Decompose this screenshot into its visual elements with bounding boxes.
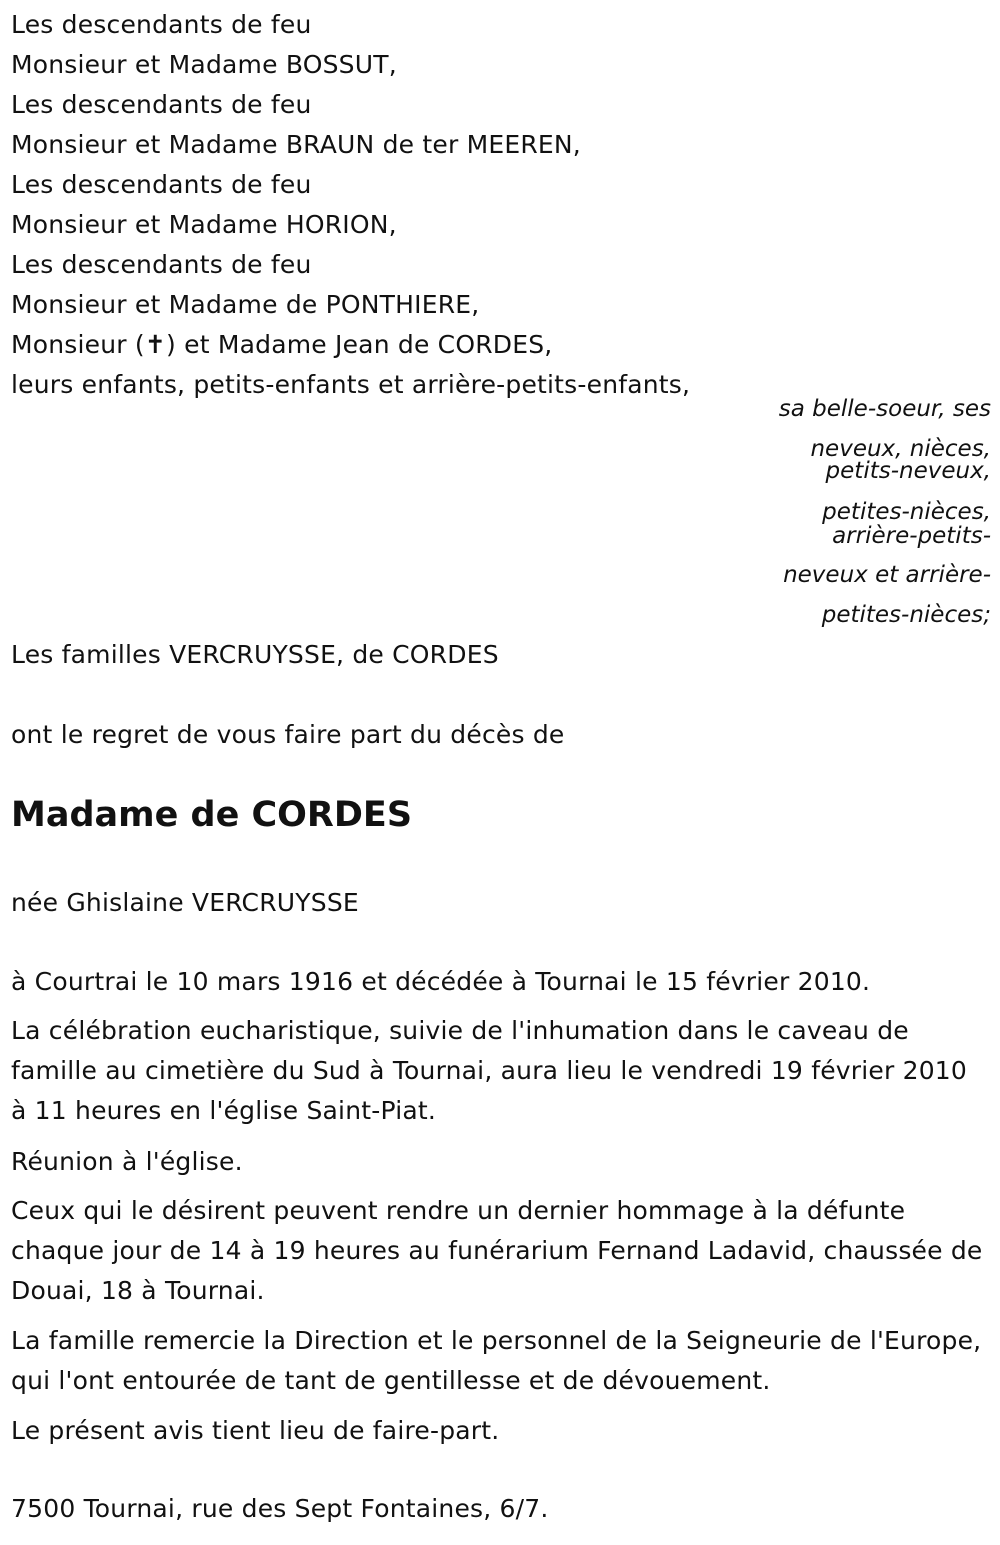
relatives-line: arrière-petits- <box>832 523 991 549</box>
family-line: Les descendants de feu <box>11 10 312 39</box>
meeting-paragraph: Réunion à l'église. <box>11 1147 243 1176</box>
family-line: Monsieur et Madame HORION, <box>11 210 397 239</box>
ceremony-paragraph: La célébration eucharistique, suivie de l'inhumation dans le caveau de famille au cimetière du Sud à Tournai, aura lieu le vendredi 19 février 2010 à 11 heures en l'église Saint-Piat. <box>11 1016 968 1125</box>
relatives-line: petites-nièces, <box>822 499 991 525</box>
thanks-paragraph: La famille remercie la Direction et le personnel de la Seigneurie de l'Europe, qui l'ont entourée de tant de gentillesse et de dévouement. <box>11 1326 982 1395</box>
relatives-line: petits-neveux, <box>825 458 991 484</box>
family-line: Monsieur (✝) et Madame Jean de CORDES, <box>11 330 553 359</box>
relatives-line: neveux et arrière- <box>783 562 991 588</box>
family-line: Monsieur et Madame BOSSUT, <box>11 50 397 79</box>
relatives-line: sa belle-soeur, ses <box>778 396 991 422</box>
deceased-name: Madame de CORDES <box>11 795 413 835</box>
maiden-name: née Ghislaine VERCRUYSSE <box>11 888 359 917</box>
family-line: leurs enfants, petits-enfants et arrière-petits-enfants, <box>11 370 691 399</box>
family-line: Les descendants de feu <box>11 250 312 279</box>
family-line: Les descendants de feu <box>11 90 312 119</box>
birth-death-line: à Courtrai le 10 mars 1916 et décédée à Tournai le 15 février 2010. <box>11 967 871 996</box>
regret-text: ont le regret de vous faire part du décès de <box>11 720 565 749</box>
family-line: Monsieur et Madame de PONTHIERE, <box>11 290 480 319</box>
homage-paragraph: Ceux qui le désirent peuvent rendre un dernier hommage à la défunte chaque jour de 14 à 19 heures au funérarium Fernand Ladavid, chaussée de Douai, 18 à Tournai. <box>11 1196 983 1305</box>
notice-paragraph: Le présent avis tient lieu de faire-part. <box>11 1416 500 1445</box>
families-other: Les familles VERCRUYSSE, de CORDES <box>11 640 499 669</box>
relatives-line: petites-nièces; <box>821 602 991 628</box>
family-line: Les descendants de feu <box>11 170 312 199</box>
family-line: Monsieur et Madame BRAUN de ter MEEREN, <box>11 130 581 159</box>
address: 7500 Tournai, rue des Sept Fontaines, 6/7. <box>11 1494 549 1523</box>
relatives-line: neveux, nièces, <box>810 436 991 462</box>
